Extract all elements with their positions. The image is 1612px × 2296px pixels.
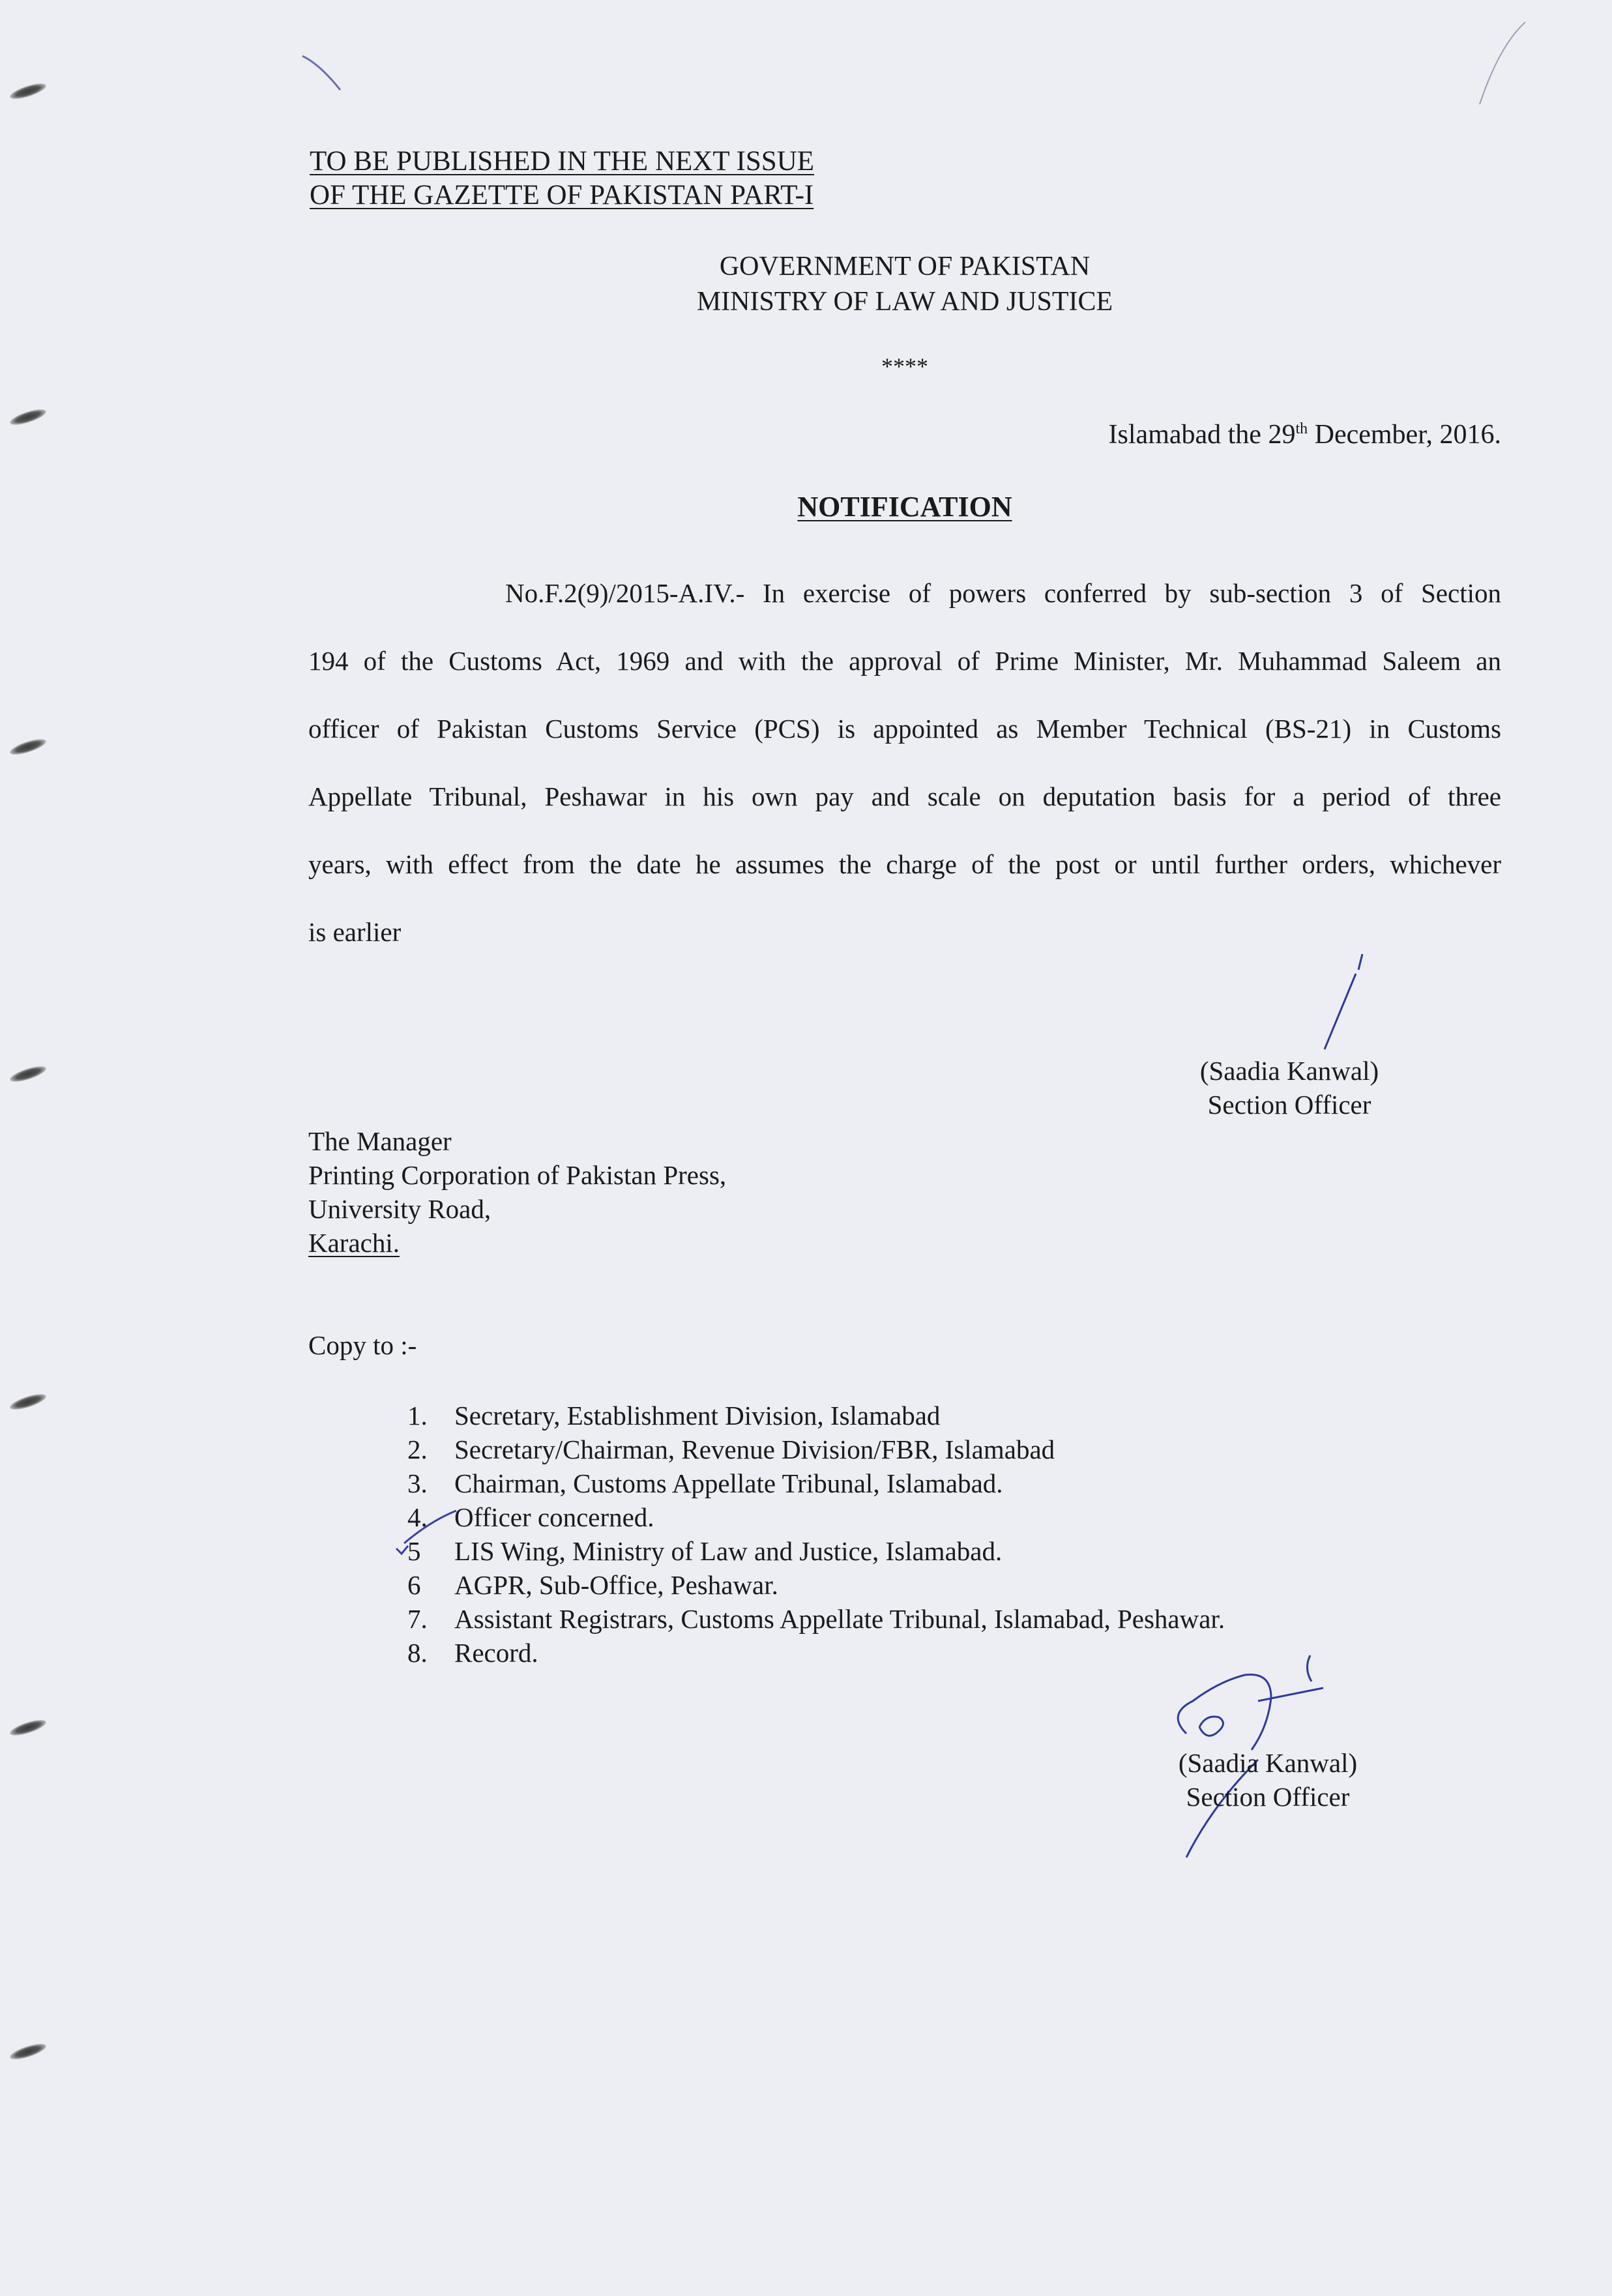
copy-item-number: 4.	[407, 1502, 428, 1532]
pen-tick-icon	[391, 1503, 463, 1562]
copy-item-number: 8.	[407, 1638, 428, 1668]
copy-item-number: 7.	[407, 1604, 428, 1634]
publication-header-line1: TO BE PUBLISHED IN THE NEXT ISSUE	[310, 146, 815, 177]
copy-item-text: Secretary, Establishment Division, Islamabad	[454, 1401, 941, 1431]
signatory-2-designation: Section Officer	[1186, 1782, 1350, 1812]
body-line-4: Appellate Tribunal, Peshawar in his own pay and scale on deputation basis for a period of three	[308, 781, 1501, 811]
copy-item-text: Secretary/Chairman, Revenue Division/FBR, Islamabad	[454, 1434, 1055, 1464]
copy-item-text: Officer concerned.	[454, 1502, 654, 1532]
signatory-2-name: (Saadia Kanwal)	[1178, 1748, 1358, 1778]
punch-hole-mark	[8, 1063, 48, 1084]
ministry-title: MINISTRY OF LAW AND JUSTICE	[696, 287, 1113, 317]
copy-list-item	[407, 1400, 1385, 1434]
copy-item-number: 6	[407, 1570, 421, 1600]
punch-hole-mark	[8, 406, 48, 428]
copy-list-item	[407, 1468, 1385, 1502]
government-title: GOVERNMENT OF PAKISTAN	[719, 252, 1091, 282]
punch-hole-mark	[8, 2041, 48, 2062]
copy-item-number: 2.	[407, 1434, 428, 1464]
punch-hole-mark	[8, 1717, 48, 1738]
signatory-1-designation: Section Officer	[1207, 1090, 1371, 1120]
copy-list-item	[407, 1569, 1385, 1603]
copy-item-number: 1.	[407, 1401, 428, 1431]
addressee-line3: University Road,	[308, 1194, 491, 1224]
date-prefix: Islamabad the 29	[1108, 420, 1296, 450]
copy-list-item	[407, 1535, 1385, 1569]
body-line-3: officer of Pakistan Customs Service (PCS) is appointed as Member Technical (BS-21) in Customs	[308, 714, 1501, 744]
punch-hole-mark	[8, 1391, 48, 1412]
body-line-5: years, with effect from the date he assumes the charge of the post or until further orders, whichever	[308, 849, 1501, 879]
addressee-line4: Karachi.	[308, 1228, 400, 1258]
body-line-2: 194 of the Customs Act, 1969 and with the approval of Prime Minister, Mr. Muhammad Saleem an	[308, 646, 1501, 676]
copy-list-item	[407, 1434, 1385, 1468]
punch-hole-mark	[8, 80, 48, 102]
copy-item-number: 5	[407, 1536, 421, 1566]
signature-stroke-icon	[1297, 952, 1388, 1062]
copy-item-text: LIS Wing, Ministry of Law and Justice, Islamabad.	[454, 1536, 1003, 1566]
copy-list-item	[407, 1603, 1385, 1637]
copy-item-text: AGPR, Sub-Office, Peshawar.	[454, 1570, 778, 1600]
corner-mark-icon	[1460, 20, 1532, 111]
copy-to-label: Copy to :-	[308, 1330, 417, 1360]
addressee-line2: Printing Corporation of Pakistan Press,	[308, 1160, 727, 1190]
copy-item-text: Chairman, Customs Appellate Tribunal, Islamabad.	[454, 1468, 1003, 1498]
date-suffix: December, 2016.	[1308, 420, 1501, 450]
separator-stars: ****	[881, 353, 928, 379]
copy-item-text: Record.	[454, 1638, 538, 1668]
date-superscript: th	[1295, 420, 1308, 437]
publication-header-line2: OF THE GAZETTE OF PAKISTAN PART-I	[310, 180, 814, 211]
notification-title: NOTIFICATION	[797, 491, 1012, 523]
body-line-6: is earlier	[308, 917, 402, 947]
copy-list-item	[407, 1502, 1385, 1535]
copy-item-number: 3.	[407, 1468, 428, 1498]
addressee-line1: The Manager	[308, 1126, 452, 1156]
body-line-1: No.F.2(9)/2015-A.IV.- In exercise of powers conferred by sub-section 3 of Section	[505, 578, 1501, 608]
signatory-1-name: (Saadia Kanwal)	[1199, 1056, 1379, 1086]
issue-date	[1109, 419, 1501, 450]
punch-hole-mark	[8, 736, 48, 757]
scan-mark-icon	[300, 52, 352, 98]
copy-item-text: Assistant Registrars, Customs Appellate Tribunal, Islamabad, Peshawar.	[454, 1604, 1225, 1634]
